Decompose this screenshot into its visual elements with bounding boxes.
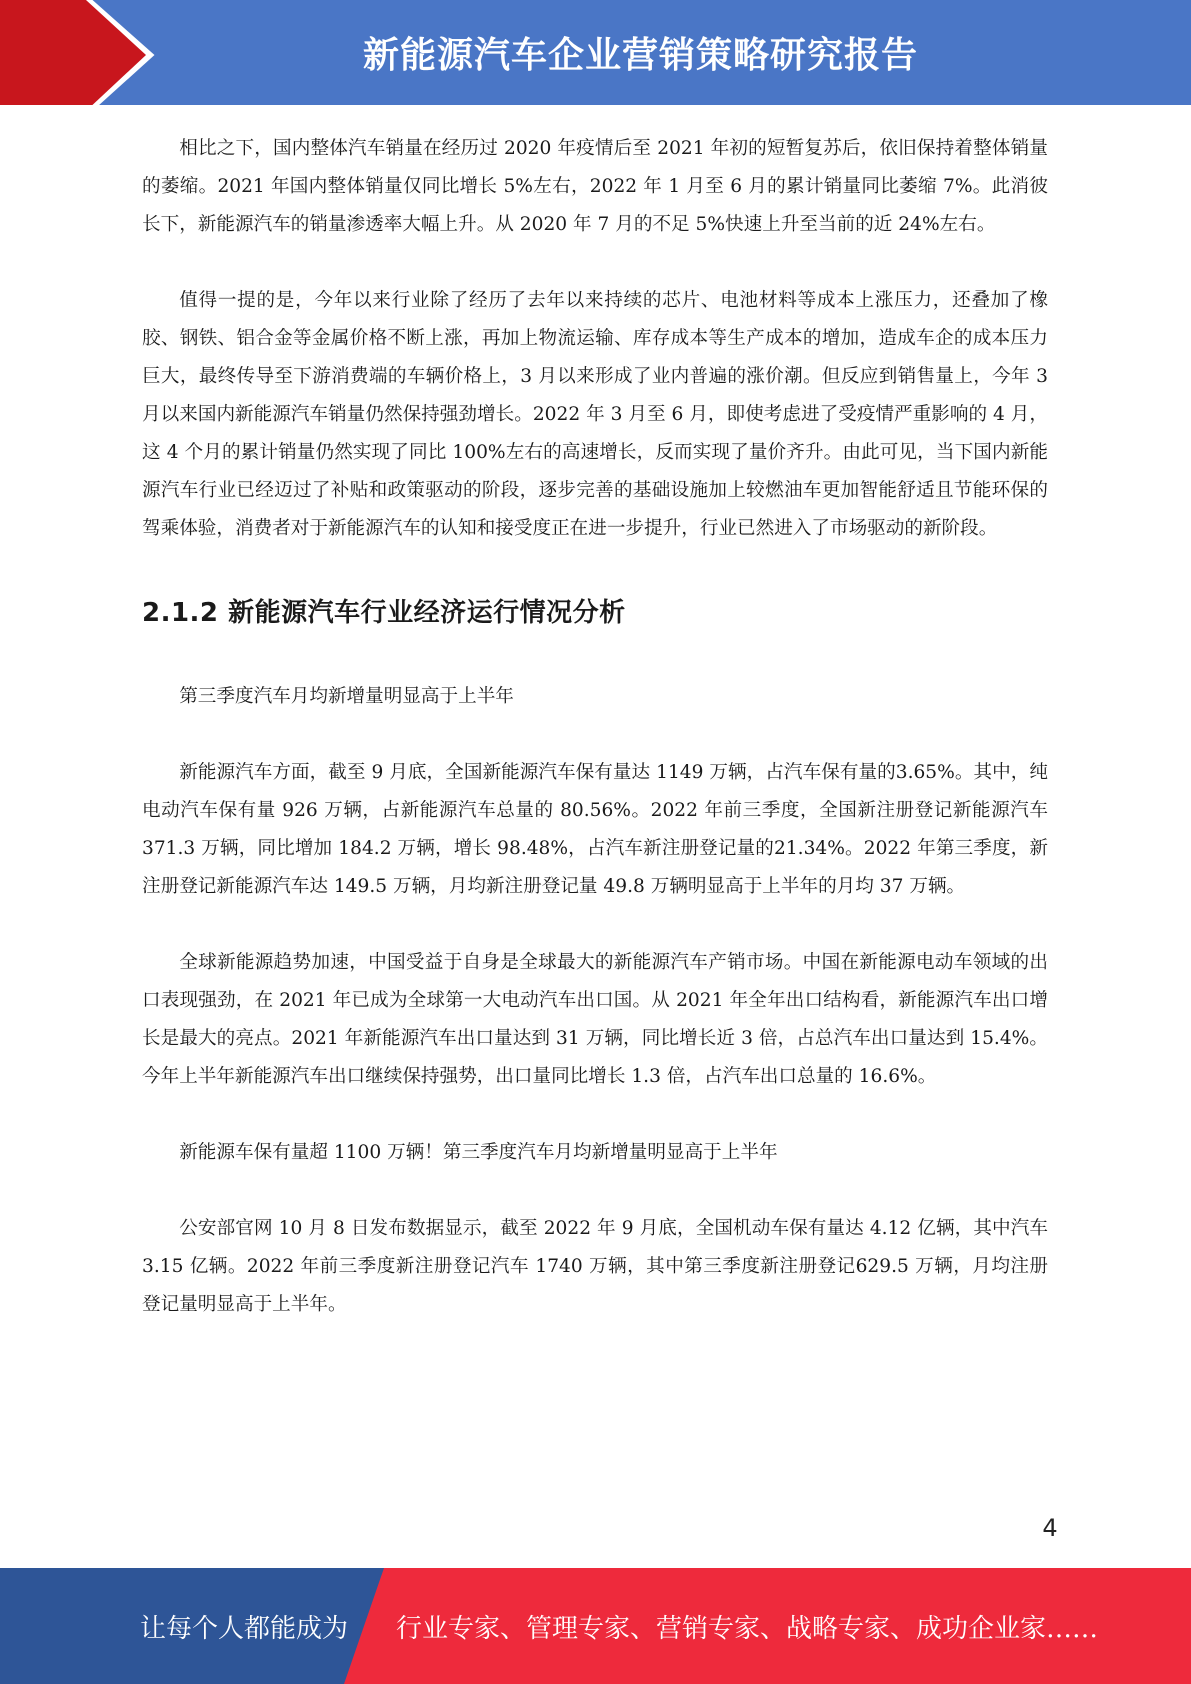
paragraph: 公安部官网 10 月 8 日发布数据显示，截至 2022 年 9 月底，全国机动车保有量达 4.12 亿辆，其中汽车 3.15 亿辆。2022 年前三季度新注册登记汽车 1740 万辆，其中第三季度新注册登记629.5 万辆，月均注册登记量明显高于上半年。 (142, 1218, 1048, 1315)
footer-slogan-left: 让每个人都能成为 (140, 1613, 349, 1644)
page-number: 4 (1042, 1514, 1058, 1542)
paragraph: 全球新能源趋势加速，中国受益于自身是全球最大的新能源汽车产销市场。中国在新能源电动车领域的出口表现强劲，在 2021 年已成为全球第一大电动汽车出口国。从 2021 年全年出口结构看，新能源汽车出口增长是最大的亮点。2021 年新能源汽车出口量达到 31 万辆，同比增长近 3 倍，占总汽车出口量达到 15.4%。今年上半年新能源汽车出口继续保持强势，出口量同比增长 1.3 倍，占汽车出口总量的 16.6%。 (142, 952, 1048, 1087)
document-body (142, 130, 1048, 1324)
paragraph: 相比之下，国内整体汽车销量在经历过 2020 年疫情后至 2021 年初的短暂复苏后，依旧保持着整体销量的萎缩。2021 年国内整体销量仅同比增长 5%左右，2022 年 1 月至 6 月的累计销量同比萎缩 7%。此消彼长下，新能源汽车的销量渗透率大幅上升。从 2020 年 7 月的不足 5%快速上升至当前的近 24%左右。 (142, 138, 1048, 235)
paragraph: 值得一提的是，今年以来行业除了经历了去年以来持续的芯片、电池材料等成本上涨压力，还叠加了橡胶、钢铁、铝合金等金属价格不断上涨，再加上物流运输、库存成本等生产成本的增加，造成车企的成本压力巨大，最终传导至下游消费端的车辆价格上，3 月以来形成了业内普遍的涨价潮。但反应到销售量上，今年 3 月以来国内新能源汽车销量仍然保持强劲增长。2022 年 3 月至 6 月，即使考虑进了受疫情严重影响的 4 月，这 4 个月的累计销量仍然实现了同比 100%左右的高速增长，反而实现了量价齐升。由此可见，当下国内新能源汽车行业已经迈过了补贴和政策驱动的阶段，逐步完善的基础设施加上较燃油车更加智能舒适且节能环保的驾乘体验，消费者对于新能源汽车的认知和接受度正在进一步提升，行业已然进入了市场驱动的新阶段。 (142, 290, 1048, 539)
footer-banner (0, 1568, 1191, 1684)
paragraph: 新能源汽车方面，截至 9 月底，全国新能源汽车保有量达 1149 万辆，占汽车保有量的3.65%。其中，纯电动汽车保有量 926 万辆，占新能源汽车总量的 80.56%。2022 年前三季度，全国新注册登记新能源汽车 371.3 万辆，同比增加 184.2 万辆，增长 98.48%，占汽车新注册登记量的21.34%。2022 年第三季度，新注册登记新能源汽车达 149.5 万辆，月均新注册登记量 49.8 万辆明显高于上半年的月均 37 万辆。 (142, 762, 1048, 897)
subheading-paragraph: 第三季度汽车月均新增量明显高于上半年 (179, 686, 514, 707)
footer-slogan-right: 行业专家、管理专家、营销专家、战略专家、成功企业家…… (396, 1613, 1099, 1644)
section-heading: 2.1.2 新能源汽车行业经济运行情况分析 (142, 598, 626, 628)
header-banner (0, 0, 1191, 111)
subheading-paragraph: 新能源车保有量超 1100 万辆！第三季度汽车月均新增量明显高于上半年 (179, 1142, 778, 1163)
report-title: 新能源汽车企业营销策略研究报告 (362, 35, 918, 76)
